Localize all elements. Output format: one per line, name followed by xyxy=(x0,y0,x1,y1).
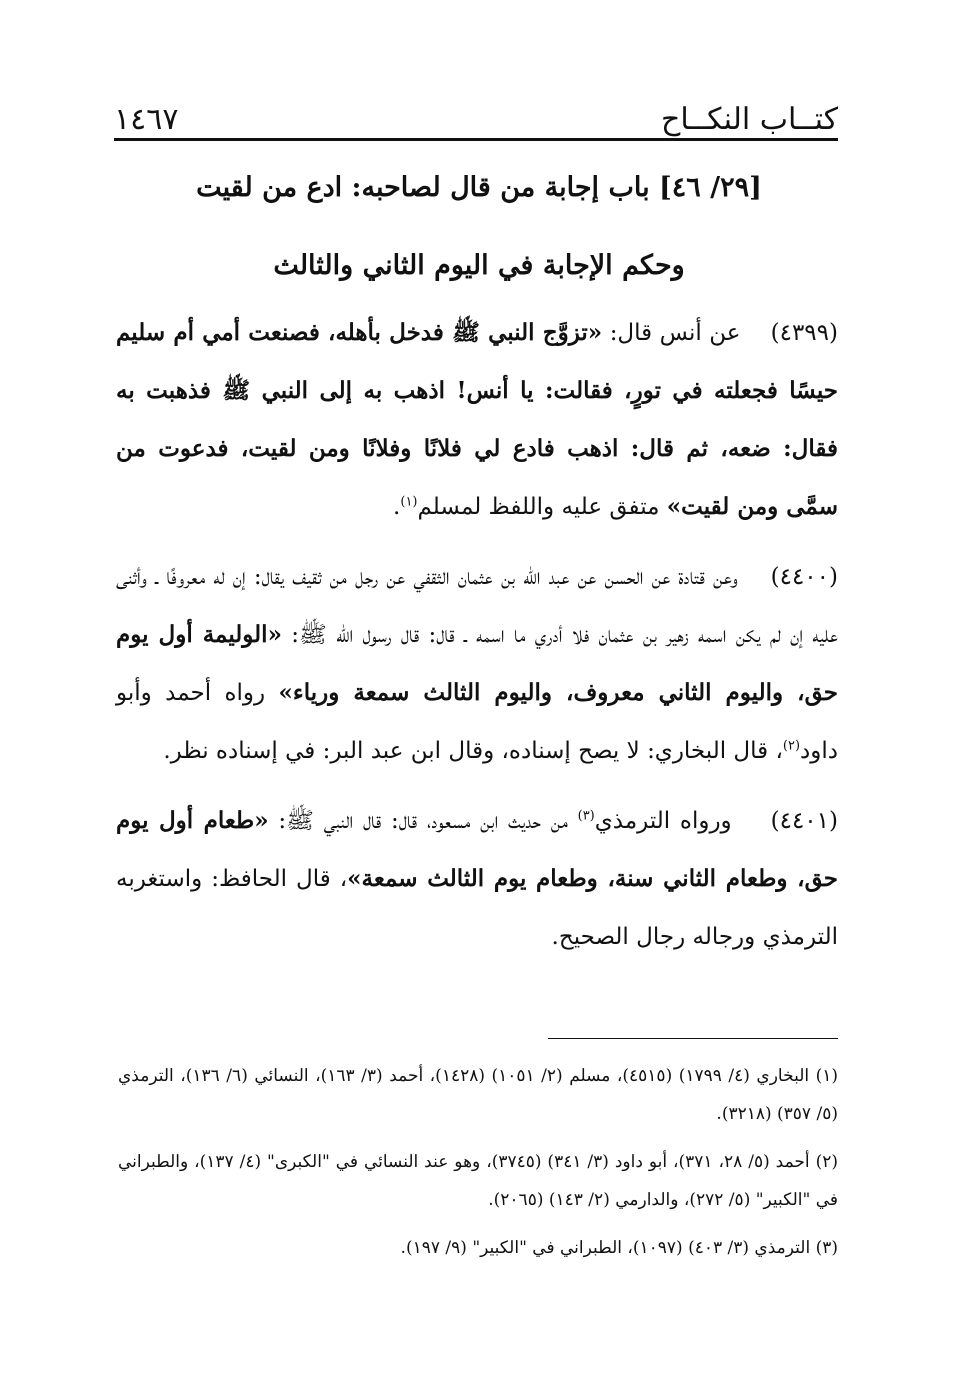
footnote-text: (١) البخاري (٤/ ١٧٩٩) (٤٥١٥)، مسلم (٢/ ١٠٥١) (١٤٢٨)، أحمد (٣/ ١٦٣)، النسائي (٦/ ١٣٦)، الترمذي (٥/ ٣٥٧) (٣٢١٨). xyxy=(118,1066,839,1124)
hadith-end: . xyxy=(393,494,401,520)
hadith-4401 xyxy=(116,792,838,966)
hadith-end: ، قال الحافظ: واستغربه الترمذي ورجاله رجال الصحيح. xyxy=(116,866,838,950)
running-header xyxy=(114,96,838,140)
hadith-quote: «طعام أول يوم حق، وطعام الثاني سنة، وطعام يوم الثالث سمعة» xyxy=(116,807,838,892)
footnote-ref[interactable]: (٢) xyxy=(782,738,801,754)
hadith-intro: ورواه الترمذي xyxy=(594,808,732,834)
hadith-number: (٤٣٩٩) xyxy=(770,320,838,346)
hadith-number: (٤٤٠١) xyxy=(770,808,838,834)
hadith-4400 xyxy=(116,548,838,780)
footnote-text: (٢) أحمد (٥/ ٢٨، ٣٧١)، أبو داود (٣/ ٣٤١) (٣٧٤٥)، وهو عند النسائي في "الكبرى" (٤/ ١٣٧)، والطبراني في "الكبير" (٥/ ٢٧٢)، والدارمي (٢/ ١٤٣) (٢٠٦٥). xyxy=(118,1152,838,1210)
footnote-2 xyxy=(118,1143,838,1219)
footnotes xyxy=(118,1057,838,1277)
hadith-intro: وعن قتادة عن الحسن عن عبد الله بن عثمان الثقفي عن رجل من ثقيف يقال: إن له معروفًا ـ وأثنى عليه إن لم يكن اسمه زهير بن عثمان فلا أدري ما اسمه ـ قال: قال رسول الله ﷺ: xyxy=(116,564,838,648)
hadith-end: ، قال البخاري: لا يصح إسناده، وقال ابن عبد البر: في إسناده نظر. xyxy=(163,738,783,764)
chapter-heading xyxy=(180,160,778,316)
chapter-heading-line-1: [٢٩/ ٤٦] باب إجابة من قال لصاحبه: ادع من لقيت xyxy=(196,172,762,203)
footnote-1 xyxy=(118,1057,838,1133)
hadith-intro: عن أنس قال: xyxy=(602,320,741,346)
header-rule xyxy=(114,138,838,141)
footnote-ref[interactable]: (١) xyxy=(400,494,418,510)
footnote-text: (٣) الترمذي (٣/ ٤٠٣) (١٠٩٧)، الطبراني في "الكبير" (٩/ ١٩٧). xyxy=(400,1238,838,1258)
footnote-separator xyxy=(548,1038,838,1039)
hadith-mid: من حديث ابن مسعود، قال: قال النبي ﷺ: xyxy=(268,808,578,834)
hadith-quote: «الوليمة أول يوم حق، واليوم الثاني معروف، واليوم الثالث سمعة ورياء» xyxy=(116,621,838,706)
footnote-3 xyxy=(118,1229,838,1267)
footnote-ref[interactable]: (٣) xyxy=(577,808,595,824)
hadith-number: (٤٤٠٠) xyxy=(770,564,838,590)
chapter-heading-line-2: وحكم الإجابة في اليوم الثاني والثالث xyxy=(273,250,685,281)
hadith-4399 xyxy=(116,304,838,536)
hadith-source: رواه أحمد وأبو داود xyxy=(116,680,838,764)
hadith-quote: «تزوَّج النبي ﷺ فدخل بأهله، فصنعت أمي أم سليم حيسًا فجعلته في تورٍ، فقالت: يا أنس! اذهب به إلى النبي ﷺ فذهبت به فقال: ضعه، ثم قال: اذهب فادع لي فلانًا وفلانًا ومن لقيت، فدعوت من سمَّى ومن لقيت» xyxy=(116,319,838,520)
page-number: ١٤٦٧ xyxy=(114,102,179,137)
book-title: كتــاب النكــاح xyxy=(660,102,838,137)
main-text xyxy=(116,304,838,966)
hadith-source: متفق عليه واللفظ لمسلم xyxy=(417,494,667,520)
